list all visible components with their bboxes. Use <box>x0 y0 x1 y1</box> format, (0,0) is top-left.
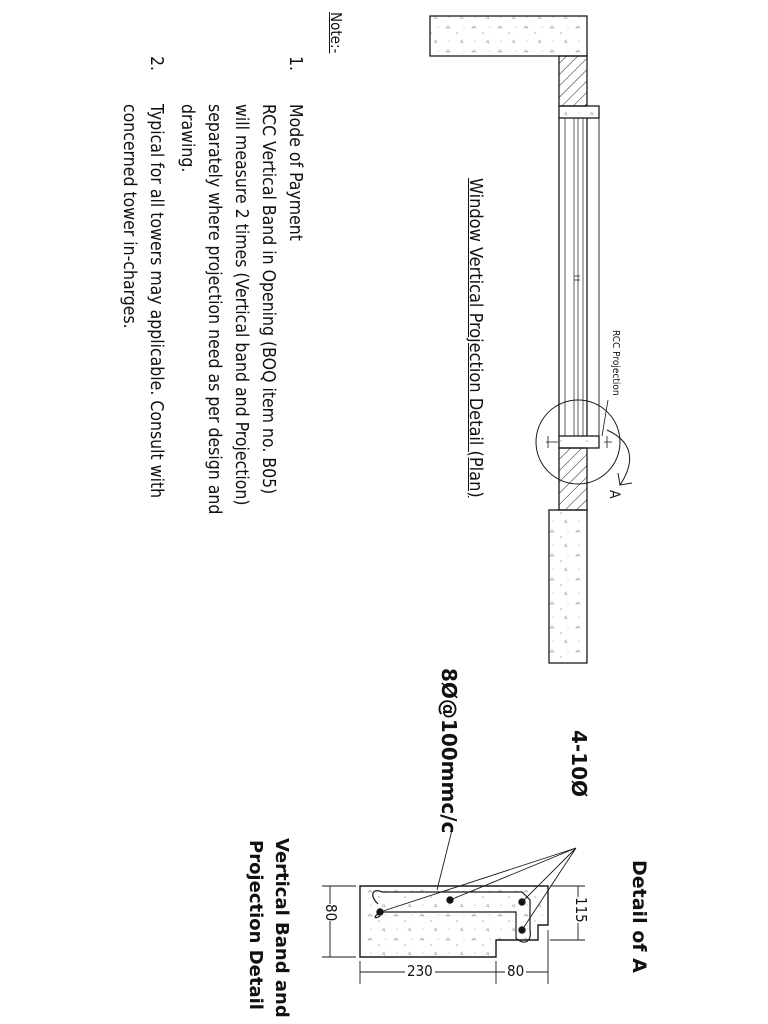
stirrup-leader <box>437 830 452 890</box>
band-cap-bottom <box>559 436 599 448</box>
dim-115: 115 <box>572 897 590 923</box>
detail-title: Detail of A <box>628 860 650 973</box>
detail-subtitle-2: Projection Detail <box>245 840 266 1010</box>
dim-line-80-side <box>322 886 356 957</box>
note-1-line-4: separately where projection need as per design and <box>204 104 224 515</box>
stirrups-label: 8Ø@100mmc/c <box>437 668 461 834</box>
callout-a-label: A <box>606 490 622 499</box>
main-bars-label: 4-10Ø <box>567 730 591 798</box>
note-2-line-2: concerned tower in-charges. <box>119 104 139 329</box>
detail-section <box>322 830 585 984</box>
dim-80-bottom-label: 80 <box>507 962 525 980</box>
brick-hatch-top <box>559 56 587 106</box>
note-1-number: 1. <box>285 56 305 72</box>
rcc-projection-label: RCC Projection <box>610 330 621 396</box>
note-1-line-1: Mode of Payment <box>285 104 305 241</box>
brick-hatch-bottom <box>559 448 587 510</box>
detail-subtitle-1: Vertical Band and <box>271 838 292 1018</box>
band-cap-top <box>559 106 599 118</box>
plan-view <box>430 16 632 663</box>
note-2-line-1: Typical for all towers may applicable. Consult with <box>146 104 166 499</box>
plan-title: Window Vertical Projection Detail (Plan) <box>465 178 486 498</box>
dim-230-label: 230 <box>407 962 433 980</box>
rcc-leader <box>602 400 608 436</box>
section-outline <box>360 886 548 957</box>
note-2-number: 2. <box>146 56 166 72</box>
wall-block-top <box>430 16 587 56</box>
notes-heading: Note:- <box>327 12 345 54</box>
callout-arrow <box>607 430 632 485</box>
note-1-line-3: will measure 2 times (Vertical band and Projection) <box>231 104 251 506</box>
note-1-line-5: drawing. <box>177 104 197 173</box>
center-mark <box>574 276 580 280</box>
note-1-line-2: RCC Vertical Band in Opening (BOQ item no. B05) <box>258 104 278 495</box>
wall-block-bottom <box>549 510 587 663</box>
dim-80-side: 80 <box>322 904 340 922</box>
